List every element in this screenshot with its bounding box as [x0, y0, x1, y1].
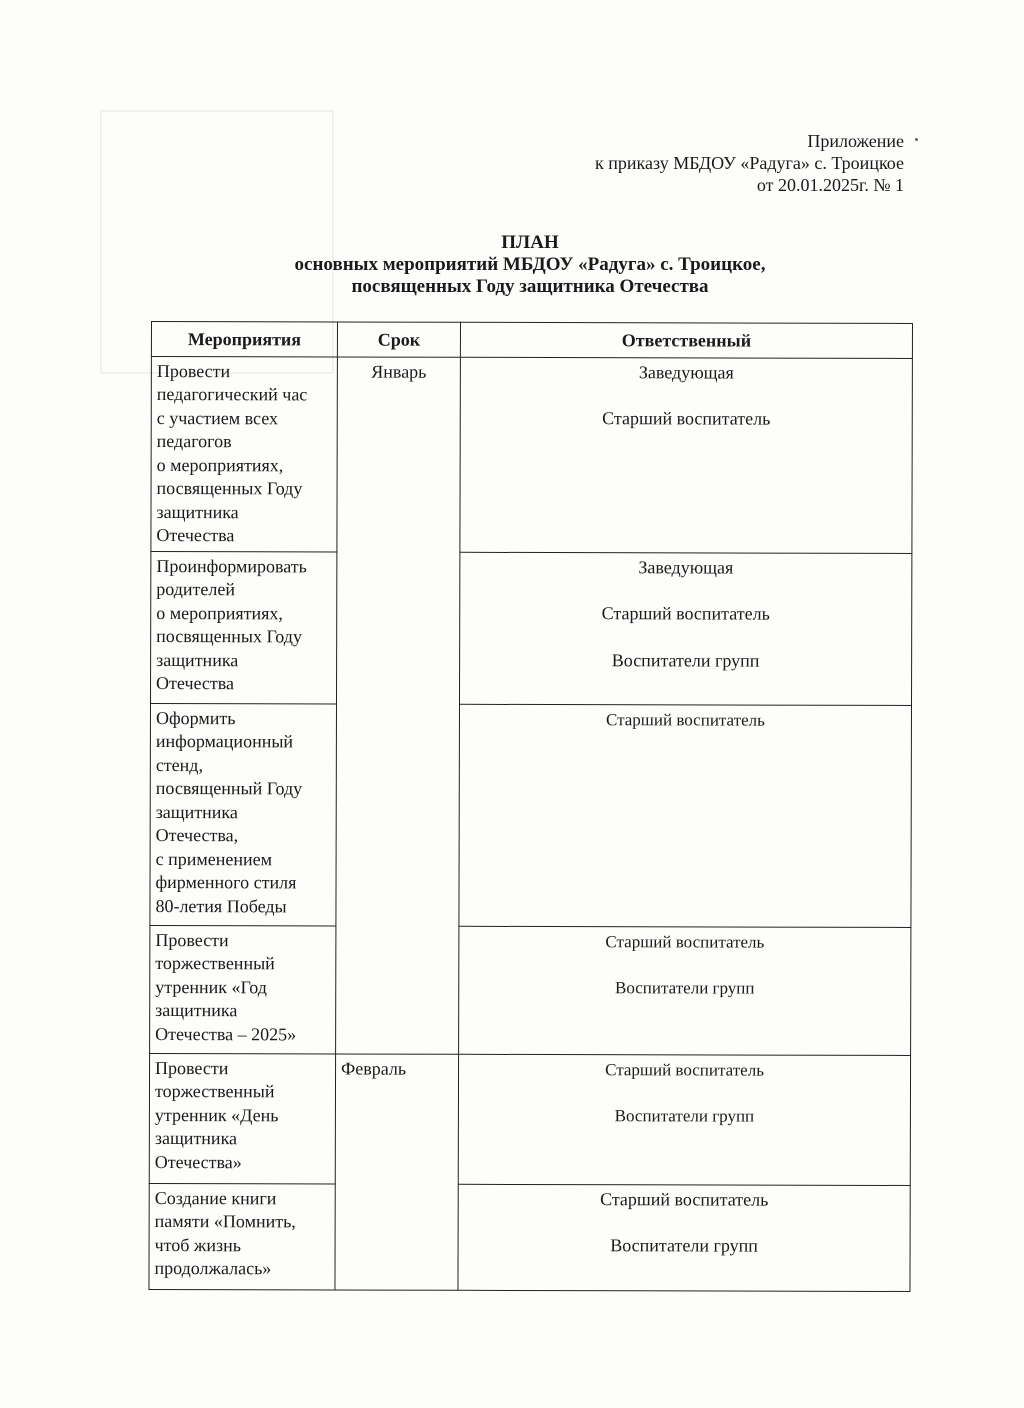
activity-line: педагогический час [156, 384, 308, 405]
title-subtitle-1: основных мероприятий МБДОУ «Радуга» с. Троицкое, [294, 254, 766, 275]
responsible-person: Старший воспитатель [605, 931, 765, 952]
activity-cell [150, 551, 336, 703]
activity-line: о мероприятиях, [156, 602, 283, 623]
responsible-cell [458, 1184, 910, 1291]
document-title [150, 232, 910, 298]
plan-table [148, 321, 913, 1291]
responsible-person: Заведующая [638, 361, 734, 383]
activity-line: Провести [155, 929, 229, 950]
activity-line: стенд, [155, 754, 204, 775]
responsible-person: Воспитатели групп [614, 978, 755, 998]
activity-line: с участием всех [156, 407, 279, 428]
responsible-person: Старший воспитатель [605, 709, 765, 730]
table-header-row [151, 322, 912, 358]
scan-dot [915, 138, 918, 141]
activity-line: защитника [156, 501, 239, 522]
activity-line: Отечества, [155, 825, 239, 846]
title-subtitle-2: посвященных Году защитника Отечества [351, 276, 709, 297]
activity-line: утренник «Год [155, 976, 267, 997]
term-cell-february: Февраль [335, 1053, 459, 1289]
activity-line: информационный [155, 731, 294, 752]
activity-cell [151, 356, 338, 551]
activity-line: Провести [155, 1057, 229, 1078]
activity-line: посвященных Году [156, 478, 303, 499]
responsible-person: Старший воспитатель [605, 1059, 765, 1080]
term-cell-january: Январь [336, 356, 461, 1053]
column-header-activities: Мероприятия [151, 322, 337, 357]
table-row [151, 356, 913, 553]
activity-line: памяти «Помнить, [154, 1211, 296, 1232]
responsible-cell [459, 552, 911, 705]
responsible-person: Заведующая [638, 556, 734, 578]
responsible-person: Старший воспитатель [601, 603, 770, 624]
activity-line: Создание книги [154, 1187, 277, 1208]
activity-line: Оформить [155, 707, 236, 728]
title-plan: ПЛАН [501, 232, 559, 253]
order-reference: к приказу МБДОУ «Радуга» с. Троицкое [594, 153, 904, 173]
activity-line: посвященных Году [156, 626, 302, 647]
activity-line: утренник «День [154, 1104, 279, 1125]
activity-line: Отечества [156, 525, 235, 546]
table-row [150, 551, 911, 705]
responsible-cell [458, 1054, 910, 1185]
responsible-cell [459, 926, 911, 1055]
responsible-cell [460, 357, 913, 553]
activity-line: продолжалась» [154, 1258, 272, 1279]
responsible-person: Старший воспитатель [602, 408, 771, 429]
activity-line: защитника [155, 1000, 238, 1021]
activity-line: торжественный [154, 1081, 275, 1102]
appendix-header [595, 130, 904, 196]
activity-line: защитника [154, 1128, 238, 1149]
order-date-number: от 20.01.2025г. № 1 [756, 175, 904, 195]
activity-line: чтоб жизнь [154, 1234, 241, 1255]
activity-line: 80-летия Победы [155, 895, 287, 916]
responsible-person: Воспитатели групп [614, 1106, 755, 1126]
activity-line: о мероприятиях, [156, 454, 284, 475]
table-row [150, 703, 912, 927]
responsible-person: Воспитатели групп [610, 1235, 758, 1256]
activity-line: защитника [156, 649, 239, 670]
activity-line: фирменного стиля [155, 872, 297, 893]
column-header-responsible: Ответственный [460, 322, 912, 358]
activity-cell [150, 703, 337, 925]
responsible-cell [459, 704, 912, 927]
table-row [149, 1053, 910, 1185]
responsible-person: Воспитатели групп [611, 649, 760, 671]
activity-cell [150, 925, 336, 1053]
activity-cell [149, 1053, 335, 1183]
column-header-term: Срок [337, 322, 460, 357]
activity-line: посвященный Году [155, 778, 303, 799]
activity-line: Отечества [156, 673, 235, 694]
activity-line: Отечества» [154, 1151, 242, 1172]
activity-line: Провести [156, 360, 231, 381]
activity-line: Проинформировать [156, 555, 307, 576]
activity-line: торжественный [155, 953, 275, 974]
appendix-label: Приложение [807, 131, 904, 151]
activity-line: Отечества – 2025» [155, 1023, 297, 1044]
table-row [150, 925, 911, 1055]
table-row [149, 1183, 910, 1291]
activity-line: защитника [155, 801, 238, 822]
activity-line: педагогов [156, 431, 232, 452]
activity-cell [149, 1183, 335, 1289]
activity-line: родителей [156, 579, 236, 600]
responsible-person: Старший воспитатель [600, 1188, 769, 1210]
activity-line: с применением [155, 848, 273, 869]
